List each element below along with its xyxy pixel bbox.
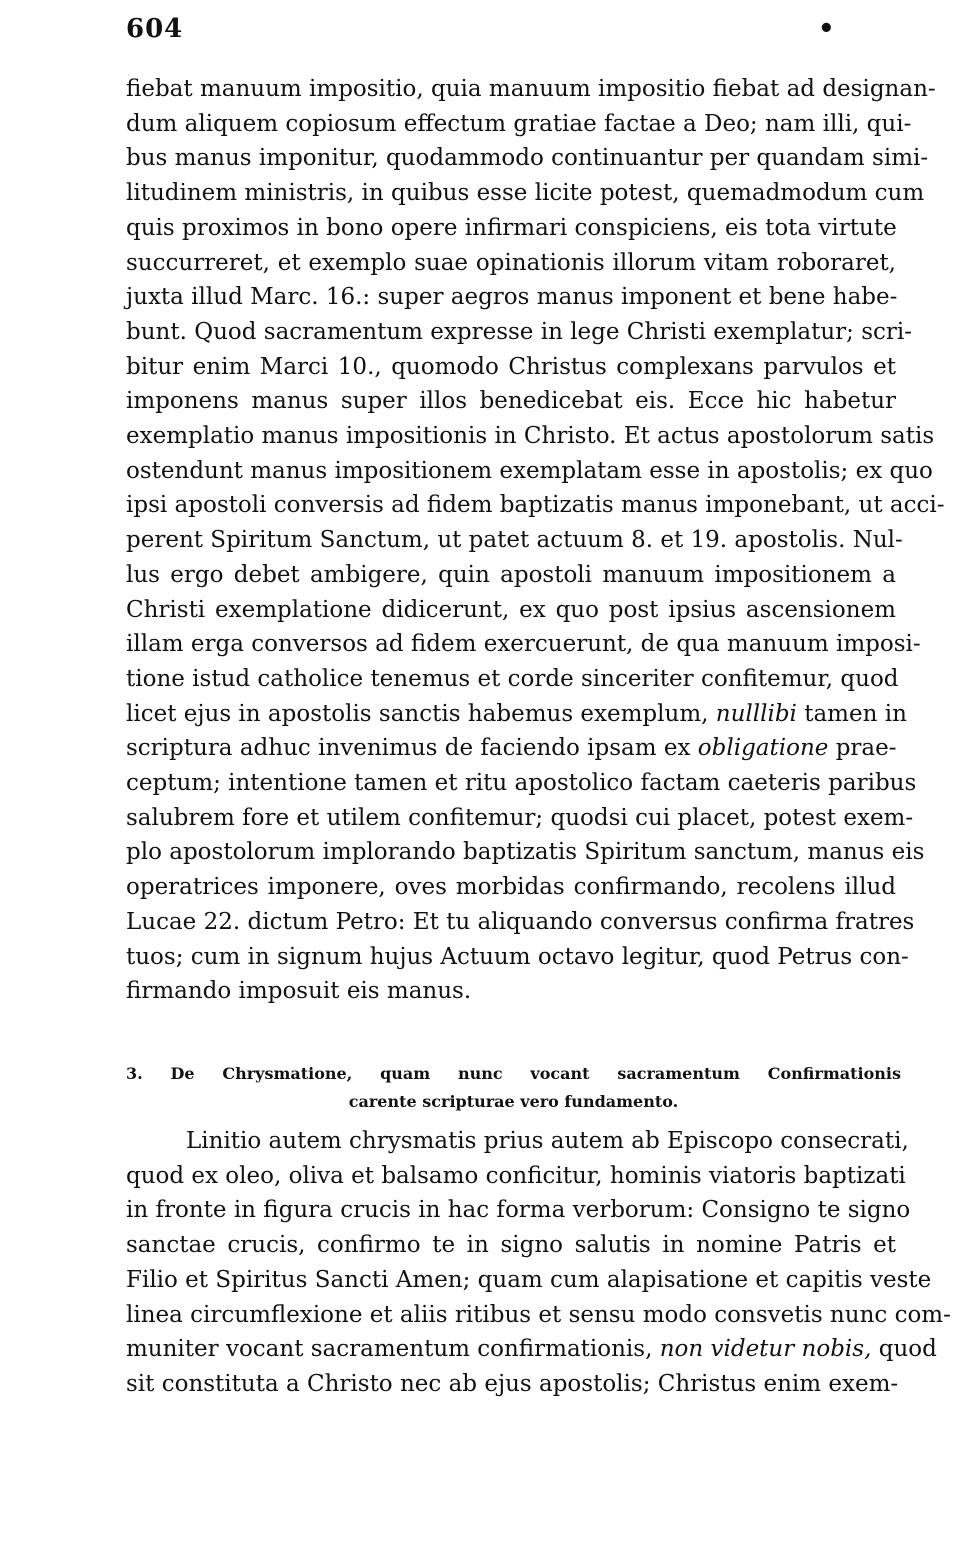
text-line: bus manus imponitur, quodammodo continuantur per quandam simi- — [126, 145, 929, 172]
paragraph-1 — [126, 72, 945, 1009]
text-line: bunt. Quod sacramentum expresse in lege Christi exemplatur; scri- — [126, 318, 912, 345]
text-line: litudinem ministris, in quibus esse licite potest, quemadmodum cum — [126, 180, 925, 207]
text-line: imponens manus super illos benedicebat eis. Ecce hic habetur — [126, 388, 896, 415]
text-line — [126, 731, 896, 766]
section-heading-line: carente scripturae vero fundamento. — [348, 1092, 679, 1111]
text-line — [126, 697, 907, 732]
text-line: quis proximos in bono opere infirmari conspiciens, eis tota virtute — [126, 214, 897, 241]
section-heading-line: 3. De Chrysmatione, quam nunc vocant sacramentum Confirmationis — [126, 1064, 901, 1083]
text-line: sit constituta a Christo nec ab ejus apostolis; Christus enim exem- — [126, 1370, 899, 1397]
text-segment: muniter vocant sacramentum confirmationis, — [126, 1336, 660, 1363]
emphasis-non-videtur-nobis: non videtur nobis, — [659, 1336, 872, 1363]
text-line: Lucae 22. dictum Petro: Et tu aliquando conversus confirma fratres — [126, 908, 915, 935]
text-line: juxta illud Marc. 16.: super aegros manus imponent et bene habe- — [126, 284, 898, 311]
text-line: bitur enim Marci 10., quomodo Christus complexans parvulos et — [126, 353, 896, 380]
text-line: exemplatio manus impositionis in Christo. Et actus apostolorum satis — [126, 423, 935, 450]
text-line: sanctae crucis, confirmo te in signo salutis in nomine Patris et — [126, 1232, 896, 1259]
text-line: dum aliquem copiosum effectum gratiae factae a Deo; nam illi, qui- — [126, 110, 912, 137]
text-segment: tamen in — [796, 700, 907, 727]
emphasis-nulllibi: nulllibi — [715, 700, 797, 727]
text-line: ostendunt manus impositionem exemplatam esse in apostolis; ex quo — [126, 457, 933, 484]
text-line: linea circumflexione et aliis ritibus et sensu modo consvetis nunc com- — [126, 1301, 951, 1328]
text-segment: scriptura adhuc invenimus de faciendo ipsam ex — [126, 735, 698, 762]
text-line: in fronte in figura crucis in hac forma verborum: Consigno te signo — [126, 1197, 911, 1224]
section-heading — [126, 1060, 901, 1116]
text-line: tione istud catholice tenemus et corde sinceriter confitemur, quod — [126, 665, 899, 692]
text-line: ipsi apostoli conversis ad fidem baptizatis manus imponebant, ut acci- — [126, 492, 945, 519]
text-line: Christi exemplatione didicerunt, ex quo post ipsius ascensionem — [126, 596, 896, 623]
page-number: 604 — [126, 14, 184, 44]
text-line: Linitio autem chrysmatis prius autem ab Episcopo consecrati, — [186, 1128, 909, 1154]
text-line: operatrices imponere, oves morbidas confirmando, recolens illud — [126, 874, 896, 901]
text-line: tuos; cum in signum hujus Actuum octavo legitur, quod Petrus con- — [126, 943, 909, 970]
header-mark: • — [818, 14, 835, 44]
paragraph-2 — [126, 1124, 951, 1402]
text-line: succurreret, et exemplo suae opinationis illorum vitam roboraret, — [126, 249, 896, 276]
text-line: salubrem fore et utilem confitemur; quodsi cui placet, potest exem- — [126, 804, 914, 831]
text-line: fiebat manuum impositio, quia manuum impositio fiebat ad designan- — [126, 76, 936, 102]
text-segment: licet ejus in apostolis sanctis habemus exemplum, — [126, 700, 716, 727]
text-line: quod ex oleo, oliva et balsamo conficitur, hominis viatoris baptizati — [126, 1162, 906, 1189]
text-segment: prae- — [828, 735, 897, 762]
text-line: plo apostolorum implorando baptizatis Spiritum sanctum, manus eis — [126, 839, 925, 866]
text-line: perent Spiritum Sanctum, ut patet actuum 8. et 19. apostolis. Nul- — [126, 527, 903, 554]
text-segment: quod — [871, 1336, 937, 1363]
emphasis-obligatione: obligatione — [697, 735, 829, 762]
text-line: firmando imposuit eis manus. — [126, 978, 472, 1005]
text-line: lus ergo debet ambigere, quin apostoli manuum impositionem a — [126, 561, 896, 588]
text-line: ceptum; intentione tamen et ritu apostolico factam caeteris paribus — [126, 770, 917, 797]
text-line — [126, 1332, 937, 1367]
text-line: Filio et Spiritus Sancti Amen; quam cum alapisatione et capitis veste — [126, 1266, 932, 1293]
text-line: illam erga conversos ad fidem exercuerunt, de qua manuum imposi- — [126, 631, 921, 658]
